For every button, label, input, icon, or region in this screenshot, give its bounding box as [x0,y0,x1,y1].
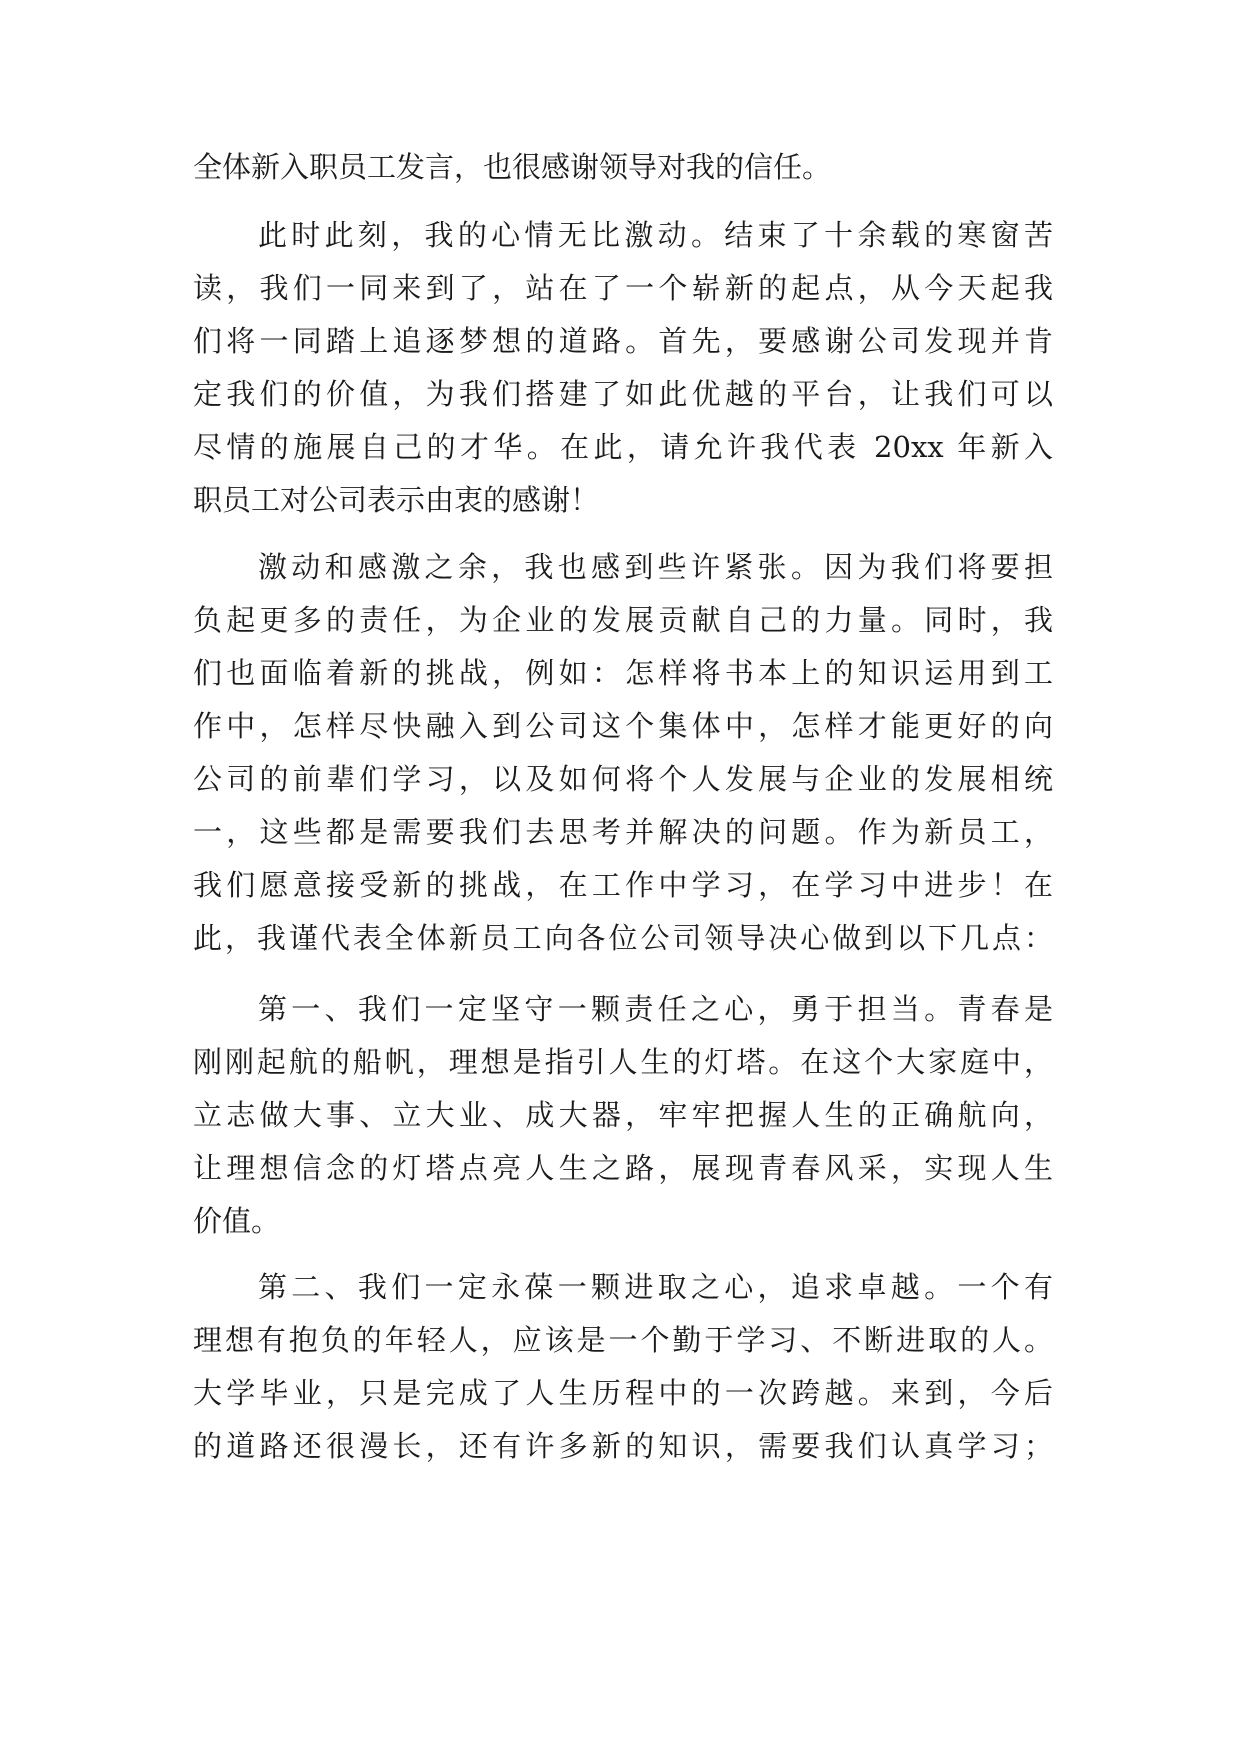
text-line: 尽情的施展自己的才华。在此，请允许我代表 20xx 年新入 [193,430,1053,464]
text-line: 价值。 [193,1204,281,1238]
text-line: 定我们的价值，为我们搭建了如此优越的平台，让我们可以 [193,377,1053,411]
text-line: 刚刚起航的船帆，理想是指引人生的灯塔。在这个大家庭中， [193,1045,1053,1079]
text-line: 一，这些都是需要我们去思考并解决的问题。作为新员工， [193,815,1053,849]
paragraph-first-line: 第二、我们一定永葆一颗进取之心，追求卓越。一个有 [258,1270,1053,1304]
text-line: 我们愿意接受新的挑战，在工作中学习，在学习中进步！在 [193,868,1053,902]
text-line: 全体新入职员工发言，也很感谢领导对我的信任。 [193,150,832,184]
paragraph-first-line: 激动和感激之余，我也感到些许紧张。因为我们将要担 [258,550,1053,584]
text-line: 职员工对公司表示由衷的感谢！ [193,483,600,517]
text-line: 此，我谨代表全体新员工向各位公司领导决心做到以下几点： [193,921,1053,955]
text-line: 立志做大事、立大业、成大器，牢牢把握人生的正确航向， [193,1098,1053,1132]
text-line: 读，我们一同来到了，站在了一个崭新的起点，从今天起我 [193,271,1053,305]
text-line: 理想有抱负的年轻人，应该是一个勤于学习、不断进取的人。 [193,1323,1053,1357]
paragraph-first-line: 第一、我们一定坚守一颗责任之心，勇于担当。青春是 [258,992,1053,1026]
text-line: 公司的前辈们学习，以及如何将个人发展与企业的发展相统 [193,762,1053,796]
text-line: 的道路还很漫长，还有许多新的知识，需要我们认真学习； [193,1429,1053,1463]
paragraph-first-line: 此时此刻，我的心情无比激动。结束了十余载的寒窗苦 [258,218,1053,252]
text-line: 大学毕业，只是完成了人生历程中的一次跨越。来到，今后 [193,1376,1053,1410]
text-line: 们将一同踏上追逐梦想的道路。首先，要感谢公司发现并肯 [193,324,1053,358]
text-line: 负起更多的责任，为企业的发展贡献自己的力量。同时，我 [193,603,1053,637]
text-line: 让理想信念的灯塔点亮人生之路，展现青春风采，实现人生 [193,1151,1053,1185]
text-line: 作中，怎样尽快融入到公司这个集体中，怎样才能更好的向 [193,709,1053,743]
text-line: 们也面临着新的挑战，例如：怎样将书本上的知识运用到工 [193,656,1053,690]
